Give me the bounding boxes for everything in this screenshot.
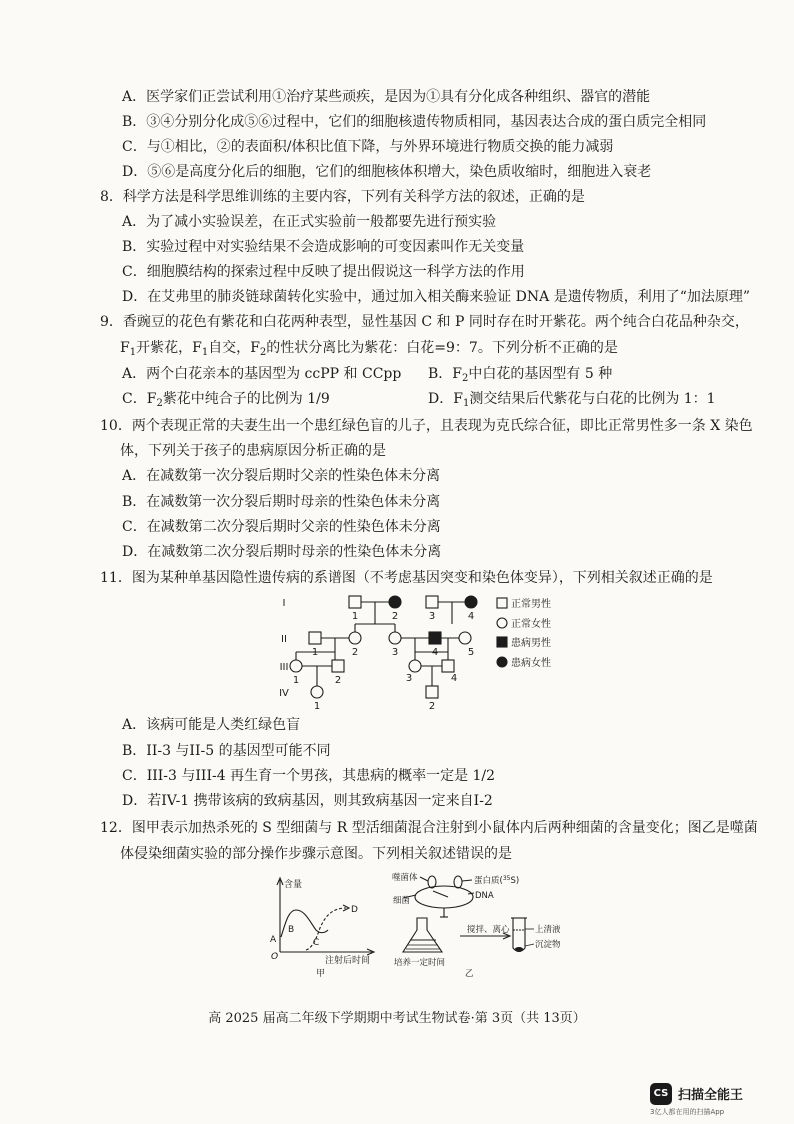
yi-phage-label: 噬菌体 xyxy=(392,873,418,883)
q9-option-d: D．$F_1$测交结果后代紫花与白花的比例为 1：1 xyxy=(428,391,716,409)
watermark-tagline: 3亿人都在用的扫描App xyxy=(650,1108,725,1116)
yi-bacteria-label: 细菌 xyxy=(393,896,411,906)
num-I-2: 2 xyxy=(391,611,399,622)
yi-supernatant-label: 上清液 xyxy=(535,925,561,935)
q11-stem: 11．图为某种单基因隐性遗传病的系谱图（不考虑基因突变和染色体变异），下列相关叙述正确的是 xyxy=(100,570,713,586)
pedigree-I-1 xyxy=(349,596,361,608)
q8-option-c: C．细胞膜结构的探索过程中反映了提出假说这一科学方法的作用 xyxy=(122,264,525,280)
legend-normal-male: 正常男性 xyxy=(511,599,551,610)
legend-affected-male-symbol xyxy=(497,637,507,647)
pedigree-IV-1 xyxy=(311,686,323,698)
num-II-4: 4 xyxy=(431,647,439,658)
jia-label-b: B xyxy=(288,925,295,935)
q10-option-a: A．在减数第一次分裂后期时父亲的性染色体未分离 xyxy=(122,468,441,484)
num-IV-1: 1 xyxy=(313,701,321,712)
pedigree-III-1 xyxy=(290,660,302,672)
q10-stem: 10．两个表现正常的夫妻生出一个患红绿色盲的儿子，且表现为克氏综合征，即比正常男性多一条 X 染色 xyxy=(100,418,753,434)
scanner-watermark xyxy=(650,1081,780,1117)
legend-affected-female: 患病女性 xyxy=(511,658,551,669)
jia-label-c: C xyxy=(313,938,320,948)
yi-step1-label: 培养一定时间 xyxy=(394,958,446,968)
q11-option-c: C．III-3 与III-4 再生育一个男孩，其患病的概率一定是 1/2 xyxy=(122,768,496,784)
jia-xlabel: 注射后时间 xyxy=(325,956,371,966)
q9-option-a: A．两个白花亲本的基因型为 ccPP 和 CCpp xyxy=(122,366,402,382)
gen-label-IV: IV xyxy=(279,688,289,699)
num-III-2: 2 xyxy=(334,675,342,686)
pedigree-I-2 xyxy=(389,596,401,608)
yi-caption: 乙 xyxy=(465,969,474,979)
q8-stem: 8．科学方法是科学思维训练的主要内容，下列有关科学方法的叙述，正确的是 xyxy=(100,189,585,205)
q11-option-a: A．该病可能是人类红绿色盲 xyxy=(122,717,301,733)
yi-sediment-label: 沉淀物 xyxy=(535,940,561,950)
num-III-4: 4 xyxy=(450,673,458,684)
pedigree-IV-2 xyxy=(426,686,438,698)
num-III-1: 1 xyxy=(292,675,300,686)
pedigree-I-3 xyxy=(426,596,438,608)
figure-yi xyxy=(384,866,562,980)
pedigree-II-4 xyxy=(429,632,441,644)
q9-stem-line2: $F_1$开紫花，$F_1$自交，$F_2$的性状分离比为紫花：白花=9：7。下列分析不正确的是 xyxy=(120,340,618,358)
num-IV-2: 2 xyxy=(428,701,436,712)
pedigree-I-4 xyxy=(465,596,477,608)
gen-label-III: III xyxy=(279,662,289,673)
num-II-3: 3 xyxy=(391,647,399,658)
jia-ylabel: 含量 xyxy=(284,880,303,890)
q8-option-b: B．实验过程中对实验结果不会造成影响的可变因素叫作无关变量 xyxy=(122,239,525,255)
q9-stem: 9．香豌豆的花色有紫花和白花两种表型，显性基因 C 和 P 同时存在时开紫花。两个纯合白花品种杂交， xyxy=(100,314,749,330)
q7-option-d: D．⑤⑥是高度分化后的细胞，它们的细胞核体积增大，染色质收缩时，细胞进入衰老 xyxy=(122,164,652,180)
num-I-1: 1 xyxy=(351,611,359,622)
yi-dna-label: DNA xyxy=(475,891,494,901)
q10-stem-line2: 体，下列关于孩子的患病原因分析正确的是 xyxy=(120,443,386,459)
legend-affected-male: 患病男性 xyxy=(511,638,551,649)
jia-origin: O xyxy=(271,952,279,962)
gen-label-II: II xyxy=(281,634,287,645)
q11-option-d: D．若IV-1 携带该病的致病基因，则其致病基因一定来自I-2 xyxy=(122,793,493,809)
num-II-1: 1 xyxy=(311,647,319,658)
jia-label-a: A xyxy=(270,935,277,945)
jia-caption: 甲 xyxy=(316,969,326,979)
jia-label-d: D xyxy=(351,905,358,915)
q7-option-c: C．与①相比，②的表面积/体积比值下降，与外界环境进行物质交换的能力减弱 xyxy=(122,139,614,155)
pedigree-II-3 xyxy=(389,632,401,644)
num-II-2: 2 xyxy=(351,647,359,658)
pedigree-II-5 xyxy=(459,632,471,644)
q7-option-b: B．③④分别分化成⑤⑥过程中，它们的细胞核遗传物质相同，基因表达合成的蛋白质完全相同 xyxy=(122,114,707,130)
phage-icon xyxy=(415,886,473,908)
gen-label-I: I xyxy=(282,598,286,609)
pedigree-III-4 xyxy=(442,660,454,672)
q8-option-a: A．为了减小实验误差，在正式实验前一般都要先进行预实验 xyxy=(122,214,497,230)
curve-s-bacteria xyxy=(306,908,346,950)
num-I-4: 4 xyxy=(467,611,475,622)
q7-option-a: A．医学家们正尝试利用①治疗某些顽疾，是因为①具有分化成各种组织、器官的潜能 xyxy=(122,89,651,105)
q10-option-c: C．在减数第二次分裂后期时父亲的性染色体未分离 xyxy=(122,519,441,535)
q12-stem-line2: 体侵染细菌实验的部分操作步骤示意图。下列相关叙述错误的是 xyxy=(120,846,512,862)
pedigree-II-1 xyxy=(309,632,321,644)
q9-option-c: C．$F_2$紫花中纯合子的比例为 1/9 xyxy=(122,391,330,409)
yi-step2-label: 搅拌、离心 xyxy=(467,925,510,935)
legend-normal-female-symbol xyxy=(497,618,507,628)
figure-jia xyxy=(264,872,386,980)
yi-protein-label: 蛋白质($^{35}$S) xyxy=(474,875,520,886)
q9-option-b: B．$F_2$中白花的基因型有 5 种 xyxy=(428,366,613,384)
pedigree-chart xyxy=(270,590,570,712)
page-footer: 高 2025 届高二年级下学期期中考试生物试卷·第 3页（共 13页） xyxy=(208,1011,586,1026)
q10-option-b: B．在减数第一次分裂后期时母亲的性染色体未分离 xyxy=(122,494,441,510)
pedigree-III-2 xyxy=(332,660,344,672)
legend-affected-female-symbol xyxy=(497,657,507,667)
legend-normal-female: 正常女性 xyxy=(511,619,551,630)
q11-option-b: B．II-3 与II-5 的基因型可能不同 xyxy=(122,743,331,759)
flask-icon xyxy=(403,918,442,952)
q12-stem: 12．图甲表示加热杀死的 S 型细菌与 R 型活细菌混合注射到小鼠体内后两种细菌的含量变化；图乙是噬菌 xyxy=(100,820,758,836)
pedigree-III-3 xyxy=(409,660,421,672)
num-I-3: 3 xyxy=(428,611,436,622)
test-tube-icon xyxy=(513,918,525,952)
pedigree-II-2 xyxy=(349,632,361,644)
q10-option-d: D．在减数第二次分裂后期时母亲的性染色体未分离 xyxy=(122,544,442,560)
cs-logo-icon: CS xyxy=(650,1083,672,1105)
legend-normal-male-symbol xyxy=(497,598,507,608)
q8-option-d: D．在艾弗里的肺炎链球菌转化实验中，通过加入相关酶来验证 DNA 是遗传物质，利用了“加法原理” xyxy=(122,289,751,305)
num-II-5: 5 xyxy=(467,647,475,658)
watermark-app-name: 扫描全能王 xyxy=(678,1088,744,1103)
num-III-3: 3 xyxy=(405,673,413,684)
